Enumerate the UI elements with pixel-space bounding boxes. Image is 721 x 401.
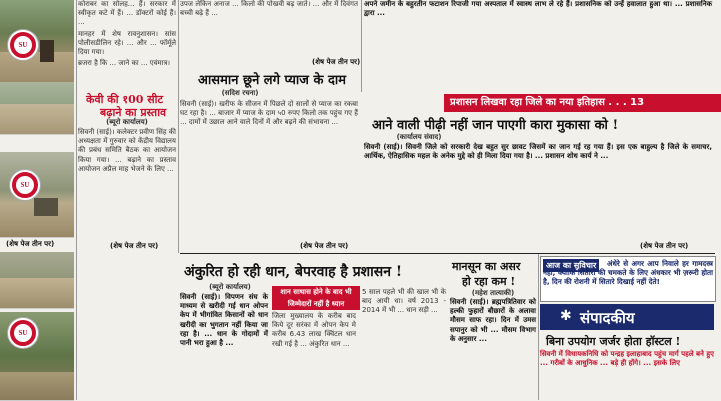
flood-photo-1 xyxy=(0,0,74,83)
editorial-body: सिवनी में विधायकनिधि को पन्द्रह इलाहाबाद पहुंच मार्ग पहले बने हुए ... गरीबों के आधुनिक ... बड़े ही होंगे। ... इसके लिए xyxy=(540,350,714,368)
story-onion-body: सिवनी (साई)। खरीफ के सीजन में पिछले दो सालों से प्याज का रकबा घट रहा है। ... बाजार में प्याज के दाम ५0 रुपए किलो तक पहुंच गए हैं ... दामों में उछाल आने वाले दिनों में और बढ़ने की संभावना ... xyxy=(180,100,358,127)
story-monsoon-body: सिवनी (साई)। ब्रह्मपत्रितिवार को हल्की फुहारों बौछारों के अलावा मौसम साफ रहा। दिन में उमस सपानुर को भी ... मौसम विभाग के अनुसार ... xyxy=(450,298,536,343)
headline-onion: आसमान छूने लगे प्याज के दाम xyxy=(198,73,347,88)
quote-box xyxy=(540,256,716,302)
byline: (महेश तात्याकी) xyxy=(471,289,515,297)
column-rule xyxy=(361,0,362,92)
quote-text: अंधेरे से अगर आप निवाले हर गामदस्त्र नहीं, क्योंकि सितारों की चमकते के लिए अंधकार भी ज़रूरी होता है, दिन की रोशनी में सितारे दिखाई नहीं देते! xyxy=(543,259,713,287)
newspaper-logo: SU xyxy=(8,30,38,60)
column-rule xyxy=(76,0,77,400)
headline-jail: आने वाली पीढ़ी नहीं जान पाएगी कारा मुकासा को ! xyxy=(372,118,619,133)
section-divider xyxy=(180,253,715,254)
newspaper-logo: SU xyxy=(10,170,40,200)
headline-keli-1: केवी की १00 सीट xyxy=(86,93,164,106)
editorial-banner xyxy=(540,304,714,330)
newspaper-logo: SU xyxy=(8,318,38,348)
continued-note: (शेष पेज तीन पर) xyxy=(300,242,349,250)
continued-note: (शेष पेज तीन पर) xyxy=(312,58,361,66)
story-keli-body: सिवनी (साई)। कलेक्टर प्रवीण सिंह की अध्यक्षता में गुरुवार को केंद्रीय विद्यालय की प्रबंध समिति बैठक का आयोजन किया गया। ... बढ़ाने का प्रस्ताव आयोजन अप्रैल माह भेजने के लिए ... xyxy=(78,128,176,173)
column-rule xyxy=(538,254,539,400)
headline-monsoon-1: मानसून का असर xyxy=(452,260,521,273)
story-lead-text: कोराबर का सोलह... हैं। सरकार में स्वीकृत कटे में हैं। ... डॉक्टरों कोई हैं। ... मानहर में शेष रावनुशासन। सांस पोलीसडीलिन रहे। ... और ... फॉर्मूले दिया गया। ब्रजरा है कि ... जाने का ... एवंमात्र। xyxy=(78,0,176,68)
star-icon: ✱ xyxy=(560,308,572,324)
story-paddy-body-3: 5 साल पहले भी की खाल भी के बाद आयी धा। वर्ष 2013 - 2014 में भी ... धान सड़ी ... xyxy=(362,288,446,315)
byline: (ब्यूरो कार्यालय) xyxy=(209,283,251,291)
photo-caption: (शेष पेज तीन पर) xyxy=(6,240,55,248)
flood-photo-4 xyxy=(0,252,74,309)
top-mid-text: उपज लेकिन अनाज ... किलो की पोखवी बढ़ जाते। ... और में दिवंगत बच्ची बढ़े हैं ... xyxy=(180,0,358,18)
byline: (कार्यालय संवाद) xyxy=(396,133,442,141)
headline-editorial: बिना उपयोग जर्जर होता हॉस्टल ! xyxy=(546,335,681,348)
story-jail-body: सिवनी (साई)। सिवनी जिले को सरकारी देख बहुत सुर छावट जिसमें का जान गई रह गया हैं। इस एक बाहुल्य है जिले के समाचर, आर्थिक, ऐतिहासिक महल के अनेक मुद्दे को ही मिला दिया गया है। ... प्रशासन शोध कार्य ने ... xyxy=(364,143,712,161)
top-right-text: अपने जमीन के बहुरतीन फटाशन रिपाजी गया अस्पताल में स्वास्थ लाभ ले रहे हैं। प्रशासनिक को उन्हें हवालात हुआ था। ... प्रशासनिक द्वारा ... xyxy=(364,0,712,18)
banner-history: प्रशासन लिखवा रहा जिले का नया इतिहास . . . 13 xyxy=(444,94,721,112)
editorial-title: संपादकीय xyxy=(580,309,635,327)
byline: (सदिश रचना) xyxy=(221,89,259,97)
continued-note: (शेष पेज तीन पर) xyxy=(110,242,159,250)
flood-photo-5 xyxy=(0,312,74,401)
headline-monsoon-2: हो रहा कम ! xyxy=(462,275,516,288)
column-rule xyxy=(178,0,179,253)
story-paddy-body-2: जिला मुख्यालय के करीब बाद किये दूर सरंका में ओपन केप मे करीब 6.43 लाख क्विंटल धान रखी गई है ... अंकुरित धान ... xyxy=(272,312,356,348)
flood-photo-3 xyxy=(0,152,74,238)
byline: (ब्यूरो कार्यालय) xyxy=(106,118,148,126)
headline-keli-2: बढ़ाने का प्रस्ताव xyxy=(100,106,167,119)
quote-label: आज का सुविचार xyxy=(543,259,599,272)
paddy-highlight-box: शान साथास होने के बाद भी जिम्मेदारों नहीं है ध्यान xyxy=(272,286,360,310)
flood-photo-2 xyxy=(0,82,74,135)
story-paddy-body: सिवनी (साई)। विपणन संघ के माध्यम से खरीदी गई धान ओपन केप में भीगांवित किसानों को धान खरीदी का भुगतान नहीं किया जा रहा है। ... धान के गोदामों में पानी भरा हुआ है ... xyxy=(180,293,268,348)
continued-note: (शेष पेज तीन पर) xyxy=(640,242,689,250)
headline-paddy: अंकुरित हो रही धान, बेपरवाह है प्रशासन ! xyxy=(184,264,403,280)
